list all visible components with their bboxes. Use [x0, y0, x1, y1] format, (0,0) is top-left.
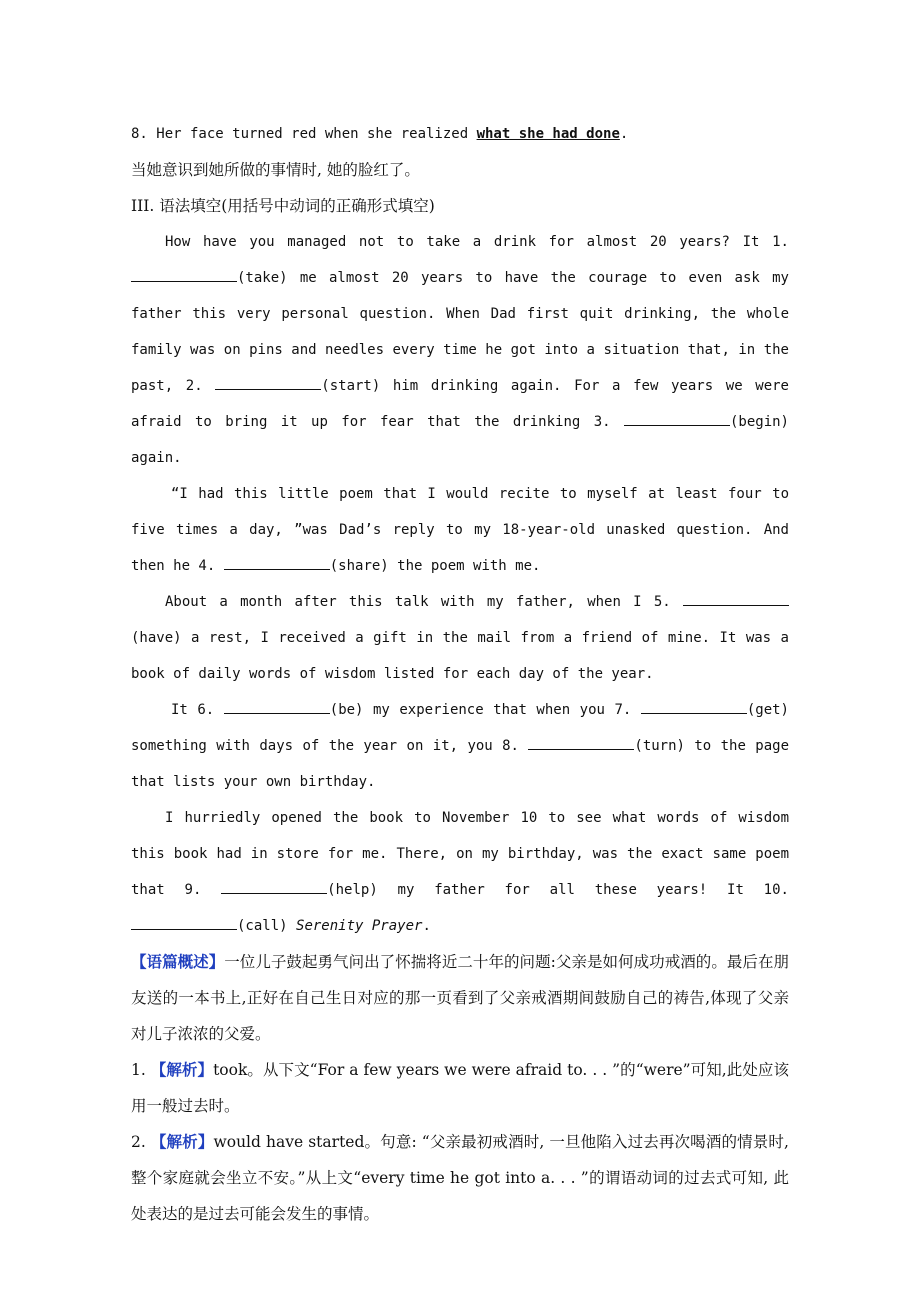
- serenity-prayer-title: Serenity Prayer: [296, 918, 423, 934]
- summary-paragraph: [131, 944, 789, 1052]
- p1-text-d: (begin) again.: [131, 414, 789, 466]
- item-8-prefix: 8. Her face turned red when she realized: [131, 126, 477, 142]
- blank-6[interactable]: [224, 701, 330, 714]
- item-8-translation: 当她意识到她所做的事情时, 她的脸红了。: [131, 161, 420, 179]
- p4-text-b: (be) my experience that when you 7.: [329, 702, 632, 718]
- answer-1-num: 1.: [131, 1061, 146, 1079]
- p3-text-b: (have) a rest, I received a gift in the mail from a friend of mine. It was a book of daily words of wisdom listed for each day of the year.: [131, 630, 789, 682]
- p3-text-a: About a month after this talk with my father, when I 5.: [165, 594, 671, 610]
- p1-text-b: (take) me almost 20 years to have the courage to even ask my father this very personal question. When Dad first quit drinking, the whole family was on pins and needles every time he got into a situation that, in the past, 2.: [131, 270, 789, 394]
- item-8-sentence: [131, 116, 789, 152]
- blank-1[interactable]: [131, 269, 237, 282]
- blank-4[interactable]: [224, 557, 330, 570]
- passage-paragraph-4: [131, 692, 789, 800]
- answer-2-text: would have started。句意: “父亲最初戒酒时, 一旦他陷入过去再次喝酒的情景时,整个家庭就会坐立不安。”从上文“every time he got into a. . . ”的谓语动词的过去式可知, 此处表达的是过去可能会发生的事情。: [131, 1133, 789, 1223]
- p2-text-a: “I had this little poem that I would recite to myself at least four to five times a day, ”was Dad’s reply to my 18-year-old unasked question. And then he 4.: [131, 486, 789, 574]
- blank-8[interactable]: [528, 737, 634, 750]
- answer-2-tag: 【解析】: [150, 1132, 214, 1151]
- answer-2-num: 2.: [131, 1133, 146, 1151]
- p1-text-c: (start) him drinking again. For a few years we were afraid to bring it up for fear that the drinking 3.: [131, 378, 789, 430]
- p5-text-c: (call): [237, 918, 288, 934]
- passage-paragraph-2: [131, 476, 789, 584]
- p5-end: .: [422, 918, 431, 934]
- passage-paragraph-3: [131, 584, 789, 692]
- answer-1-tag: 【解析】: [150, 1060, 214, 1079]
- p5-text-a: I hurriedly opened the book to November 10 to see what words of wisdom this book had in store for me. There, on my birthday, was the exact same poem that 9.: [131, 810, 789, 898]
- p2-text-b: (share) the poem with me.: [329, 558, 541, 574]
- answer-1-text: took。从下文“For a few years we were afraid to. . . ”的“were”可知,此处应该用一般过去时。: [131, 1061, 789, 1115]
- blank-2[interactable]: [215, 377, 321, 390]
- item-8-suffix: .: [619, 126, 629, 142]
- blank-5[interactable]: [683, 593, 789, 606]
- blank-3[interactable]: [624, 413, 730, 426]
- document-content: [131, 116, 789, 1232]
- p1-text-a: How have you managed not to take a drink for almost 20 years? It 1.: [165, 234, 789, 250]
- p4-text-d: (turn) to the page that lists your own birthday.: [131, 738, 790, 790]
- p4-text-a: It 6.: [171, 702, 215, 718]
- p4-text-c: (get) something with days of the year on it, you 8.: [131, 702, 789, 754]
- passage-paragraph-1: [131, 224, 789, 476]
- p5-text-b: (help) my father for all these years! It 10.: [327, 882, 789, 898]
- section-3-heading: III. 语法填空(用括号中动词的正确形式填空): [131, 197, 435, 215]
- item-8-underlined: what she had done: [476, 126, 620, 142]
- answer-1: [131, 1052, 789, 1124]
- answer-2: [131, 1124, 789, 1232]
- blank-9[interactable]: [221, 881, 327, 894]
- summary-tag: 【语篇概述】: [131, 952, 225, 971]
- passage-paragraph-5: [131, 800, 789, 944]
- blank-7[interactable]: [641, 701, 747, 714]
- blank-10[interactable]: [131, 917, 237, 930]
- summary-text: 一位儿子鼓起勇气问出了怀揣将近二十年的问题:父亲是如何成功戒酒的。最后在朋友送的一本书上,正好在自己生日对应的那一页看到了父亲戒酒期间鼓励自己的祷告,体现了父亲对儿子浓浓的父爱。: [131, 953, 789, 1043]
